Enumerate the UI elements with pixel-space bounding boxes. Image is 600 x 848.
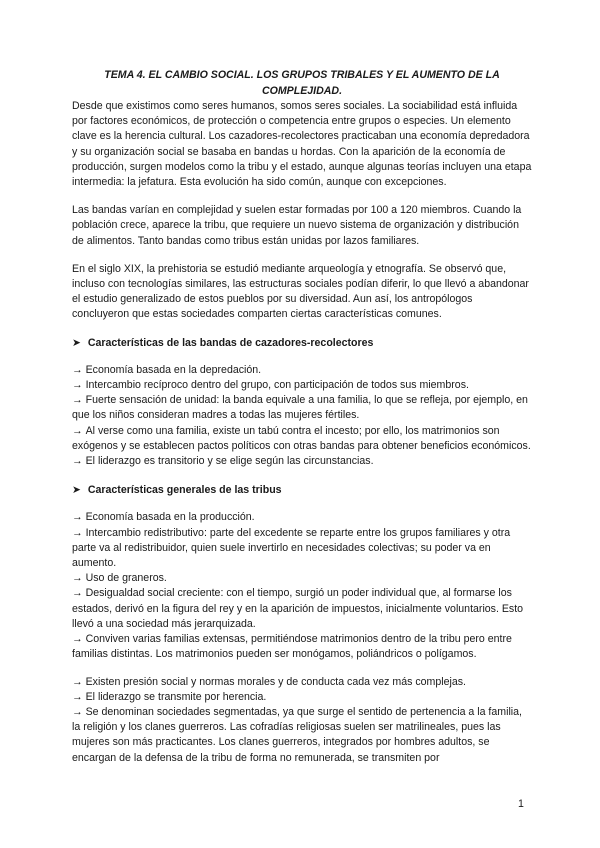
- list-item-text: Fuerte sensación de unidad: la banda equivale a una familia, lo que se refleja, por ejemplo, en que los niños consideran madres a todas las mujeres fértiles.: [72, 394, 528, 422]
- tribes-list-a: [72, 510, 532, 662]
- list-item-text: Economía basada en la producción.: [85, 511, 255, 524]
- list-item-text: El liderazgo es transitorio y se elige según las circunstancias.: [85, 455, 374, 468]
- list-item: [72, 454, 532, 469]
- intro-paragraph-3: En el siglo XIX, la prehistoria se estudió mediante arqueología y etnografía. Se observó que, incluso con tecnologías similares, las estructuras sociales podían diferir, lo que llevó a abandonar el estudio generalizado de estos pueblos por su diversidad. Aun así, los antropólogos concluyeron que estas sociedades comparten ciertas características comunes.: [72, 262, 529, 321]
- arrow-icon: →: [72, 572, 83, 585]
- intro-paragraph-2: Las bandas varían en complejidad y suelen estar formadas por 100 a 120 miembros. Cuando la población crece, aparece la tribu, que requiere un nuevo sistema de organización y distribución de alimentos. Tanto bandas como tribus están unidas por lazos familiares.: [72, 204, 522, 247]
- list-item: [72, 424, 532, 454]
- list-item: [72, 526, 532, 572]
- arrow-icon: →: [72, 705, 83, 718]
- page-number: 1: [518, 798, 524, 810]
- list-item: [72, 632, 532, 662]
- arrow-icon: →: [72, 511, 83, 524]
- list-item-text: Conviven varias familias extensas, permitiéndose matrimonios dentro de la tribu pero entre familias distintas. Los matrimonios pueden ser monógamos, poliándricos o polígamos.: [72, 633, 512, 661]
- arrowhead-bullet-icon: ➤: [72, 336, 81, 349]
- list-item-text: Al verse como una familia, existe un tabú contra el incesto; por ello, los matrimonios son exógenos y se establecen pactos políticos con otras bandas para obtener beneficios económicos.: [72, 424, 531, 452]
- list-item: [72, 690, 532, 705]
- intro-paragraph-1: Desde que existimos como seres humanos, somos seres sociales. La sociabilidad está influida por factores económicos, de protección o competencia entre grupos o especies. Un elemento clave es la herencia cultural. Los cazadores-recolectores practicaban una economía depredadora y su organización social se basaba en bandas u hordas. Con la aparición de la economía de producción, surgen modelos como la tribu y el estado, aunque algunas teorías incluyen una etapa intermedia: la jefatura. Esta evolución ha sido común, aunque con excepciones.: [72, 100, 532, 189]
- list-item: [72, 363, 532, 378]
- list-item-text: Intercambio recíproco dentro del grupo, con participación de todos sus miembros.: [85, 379, 469, 392]
- list-item-text: Existen presión social y normas morales y de conducta cada vez más complejas.: [85, 675, 466, 688]
- arrow-icon: →: [72, 394, 83, 407]
- list-item: [72, 510, 532, 525]
- section-heading-text: Características generales de las tribus: [87, 484, 282, 497]
- document-title: TEMA 4. EL CAMBIO SOCIAL. LOS GRUPOS TRIBALES Y EL AUMENTO DE LA COMPLEJIDAD.: [104, 69, 500, 97]
- document-page: [72, 68, 532, 766]
- list-item: [72, 675, 532, 690]
- arrow-icon: →: [72, 526, 83, 539]
- list-item-text: Intercambio redistributivo: parte del excedente se reparte entre los grupos familiares y otra parte va al redistribuidor, quien suele invertirlo en necesidades colectivas; su poder va en aumento.: [72, 526, 511, 570]
- tribes-list-b: [72, 675, 532, 766]
- section-heading-text: Características de las bandas de cazadores-recolectores: [87, 336, 374, 349]
- list-item-text: El liderazgo se transmite por herencia.: [85, 690, 267, 703]
- arrow-icon: →: [72, 363, 83, 376]
- list-item: [72, 586, 532, 632]
- list-item: [72, 571, 532, 586]
- section-heading-bands: [72, 336, 532, 351]
- arrow-icon: →: [72, 424, 83, 437]
- arrow-icon: →: [72, 587, 83, 600]
- arrow-icon: →: [72, 455, 83, 468]
- arrow-icon: →: [72, 633, 83, 646]
- list-item: [72, 393, 532, 423]
- arrowhead-bullet-icon: ➤: [72, 484, 81, 497]
- arrow-icon: →: [72, 379, 83, 392]
- section-heading-tribes: [72, 483, 532, 498]
- list-item: [72, 705, 532, 766]
- list-item-text: Economía basada en la depredación.: [85, 363, 262, 376]
- list-item: [72, 378, 532, 393]
- arrow-icon: →: [72, 675, 83, 688]
- bands-list: [72, 363, 532, 469]
- list-item-text: Desigualdad social creciente: con el tiempo, surgió un poder individual que, al formarse los estados, derivó en la figura del rey y en la aparición de impuestos, inicialmente voluntarios. Esto llevó a una sociedad más jerarquizada.: [72, 587, 524, 630]
- list-item-text: Uso de graneros.: [85, 572, 167, 585]
- arrow-icon: →: [72, 690, 83, 703]
- list-item-text: Se denominan sociedades segmentadas, ya que surge el sentido de pertenencia a la familia, la religión y los clanes guerreros. Las cofradías religiosas suelen ser matrilineales, pues las mujeres son más practicantes. Los clanes guerreros, integrados por hombres adultos, se encargan de la defensa de la tribu de forma no remunerada, se transmiten por: [72, 705, 522, 764]
